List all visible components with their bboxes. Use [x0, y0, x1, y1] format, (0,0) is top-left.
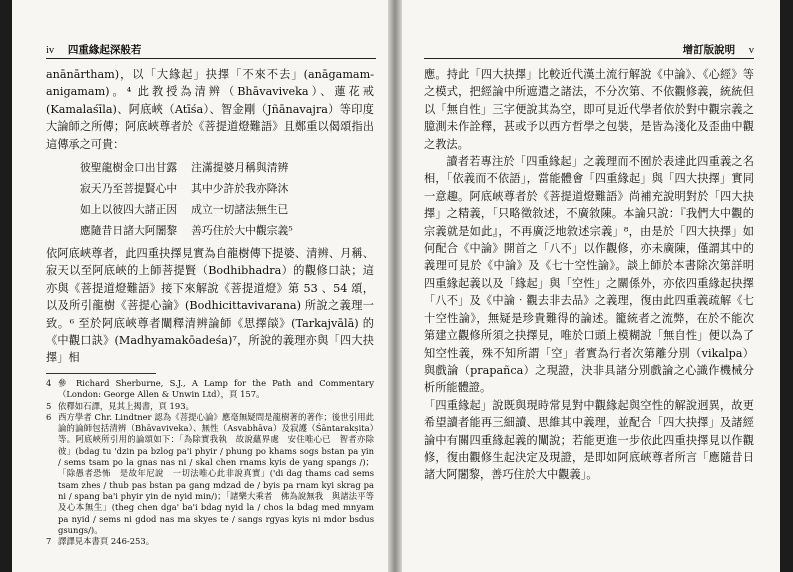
- verse-line: 彼聖龍樹金口出甘露 注滿提婆月稱與清辨: [80, 161, 289, 175]
- left-page: [12, 0, 388, 572]
- left-header-rule: [46, 58, 376, 59]
- footnote: 4 參 Richard Sherburne, S.J., A Lamp for the Path and Commentary（London: George Allen & Unwin Ltd），頁 157。: [46, 378, 374, 400]
- left-paragraph-2: 依阿底峽尊者，此四重抉擇見實為自龍樹傳下提婆、清辨、月稱、寂天以至阿底峽的上師菩提賢（Bodhibhadra）的觀修口訣；這亦與《菩提道燈難語》接下來解說《菩提道燈》第 53 、54 頌，以及所引龍樹《菩提心論》(Bodhicittavivarana) 所說之義理一致。⁶ 至於阿底峽尊者闡釋清辨論師《思擇燄》(Tarkajvālā) 的《中觀口訣》(Madhyamakōadeśa)⁷，所說的義理亦與「四大抉擇」相: [46, 247, 374, 365]
- footnote-rule: [46, 373, 156, 374]
- right-running-title: 增訂版說明: [682, 44, 736, 56]
- footnote: 7 譯譯見本書頁 246-253。: [46, 536, 155, 547]
- left-page-number: iv: [46, 45, 55, 56]
- left-running-title: 四重緣起深般若: [67, 44, 142, 56]
- footnote: 5 依釋如石譯，見其上揭書，頁 193。: [46, 400, 194, 411]
- right-body-text: [424, 66, 754, 484]
- left-paragraph-1: anānārtham)，以「大緣起」抉擇「不來不去」(anāgamam-anigamam)。⁴ 此教授為清辨（Bhāvaviveka）、蓮花戒(Kamalaśīla)、阿底峽（Atīśa）、智金剛（Jñānavajra）等印度大論師之所傳；阿底峽尊者於《菩提道燈難語》且鄭重以偈頌指出這傳承之可貴：: [46, 68, 374, 151]
- book-spine: [388, 0, 402, 572]
- verse-line: 寂天乃至菩提賢心中 其中少許於我亦降沐: [80, 182, 289, 196]
- left-body-text: [46, 66, 374, 367]
- left-running-header: [46, 42, 376, 56]
- verse-line: 如上以彼四大諸正因 成立一切諸法無生已: [80, 203, 289, 217]
- right-paragraph-1: 應。持此「四大抉擇」比較近代漢土流行解說《中論》、《心經》等之模式，把經論中所遮遣之諸法，不分次第、不依觀修義，統統但以「無自性」三字便說其為空，即可見近代學者依於對中觀宗義之臆測未作詮釋，甚或予以西方哲學之包裝，是皆為淺化及歪曲中觀之教法。: [424, 68, 754, 151]
- right-page-number: v: [748, 45, 754, 56]
- right-header-rule: [424, 58, 754, 59]
- right-paragraph-3: 「四重緣起」說既與現時常見對中觀緣起與空性的解說迥異，故更希望讀者能再三細讀、思維其中義理，並配合「四大抉擇」及諸經論中有關四重緣起義的闡說；若能更進一步依此四重抉擇見以作觀修，復由觀修生起決定及現證，是即如阿底峽尊者所言「應隨昔日諸大阿闍黎，善巧住於大中觀義」。: [424, 398, 754, 482]
- right-running-header: [424, 42, 754, 56]
- right-paragraph-2: 讀者若專注於「四重緣起」之義理而不囿於表達此四重義之名相，「依義而不依語」，當能體會「四重緣起」與「四大抉擇」實同一意趣。阿底峽尊者於《菩提道燈難語》尚補充說明對於「四大抉擇」之精義，「只略徵敘述，不廣敘陳。本論只說：『我們大中觀的宗義就是如此』，不再廣泛地敘述宗義」⁸，由是於「四大抉擇」如何配合《中論》開首之「八不」以作觀修，亦未廣陳，僅謂其中的義理可見於《中論》及《七十空性論》。談上師於本書除次第詳明四重緣起義以及「緣起」與「空性」之關係外，亦依四重緣起抉擇「八不」及《中論‧觀去非去品》之義理，復由此四重義疏解《七十空性論》，無疑是珍貴難得的論述。籠統者之流弊，在於不能次第建立觀修所須之抉擇見，唯於口頭上模糊說「無自性」便以為了知空性義，殊不知所謂「空」者實為行者次第離分別（vikalpa）與戲論（prapañca）之現證，決非具諸分別戲論之心識作機械分析所能體證。: [424, 155, 754, 395]
- verse-block: [80, 157, 374, 241]
- footnotes: [46, 373, 383, 547]
- right-page: [402, 0, 780, 572]
- footnote: 6 西方學者 Chr. Lindtner 認為《菩提心論》應毫無疑問是龍樹著的著作；後世引用此論的論師包括清辨（Bhāvaviveka）、無性（Asvabhāva）及寂護（Śāntarakṣita）等。阿底峽所引用的論頌如下：「為除實我執 故說蘊界處 安住唯心已 智者亦除彼」(bdag tu 'dzin pa bzlog pa'i phyir / phung po khams sogs bstan pa yin / sems tsam po la gnas nas ni / skal chen rnams kyis de yang spangs /)；「除愚者恐怖 是故年尼說 一切法唯心此非說真實」('di dag thams cad sems tsam zhes / thub pas bstan pa gang mdzad de / byis pa rnam kyi skrag pa ni / spang ba'i phyir yin de nyid min/)；「諸樂大乘者 佛為說無我 與諸法平等 及心本無生」(theg chen dga' ba'i bdag nyid la / chos la bdag med mnyam pa nyid / sems ni gdod nas ma skyes te / sangs rgyas kyis ni mdor bsdus gsungs/)。: [46, 411, 383, 535]
- verse-line: 應隨昔日諸大阿闍黎 善巧住於大中觀宗義⁵: [80, 224, 293, 238]
